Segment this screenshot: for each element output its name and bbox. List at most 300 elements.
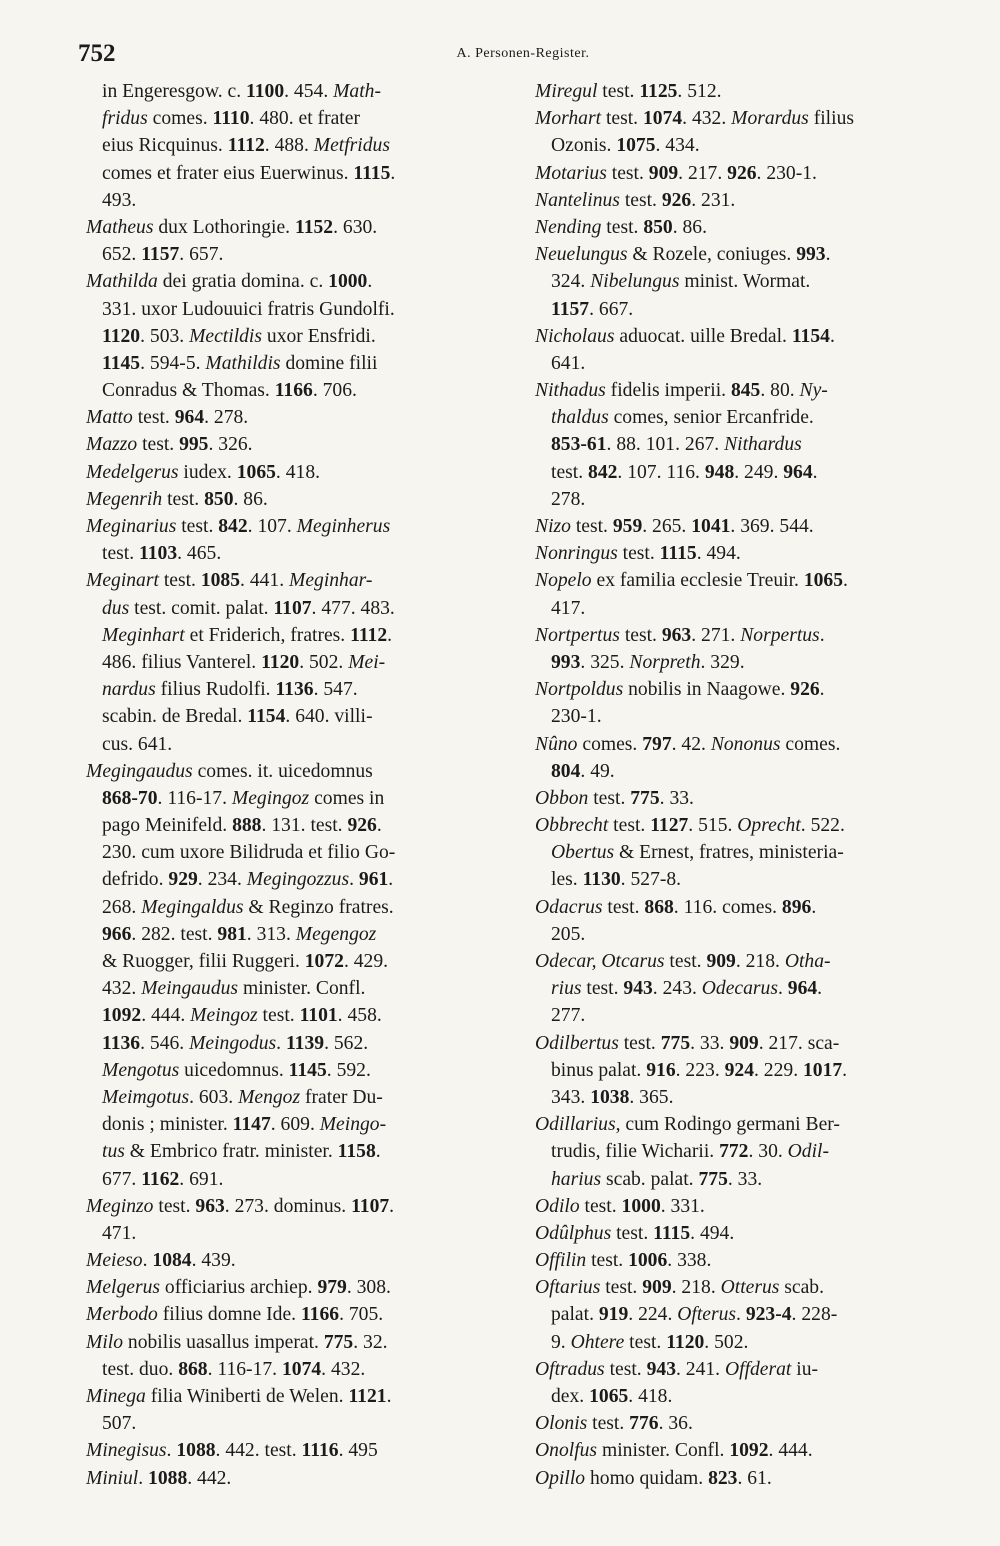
document-number: 1147	[232, 1114, 271, 1136]
document-number: 772	[719, 1141, 749, 1163]
document-number: 963	[195, 1195, 225, 1217]
person-name: Odil-	[787, 1141, 830, 1163]
entry-text: . 465.	[177, 543, 222, 565]
entry-text: & Ernest, fratres, ministeria-	[614, 842, 844, 864]
entry-text: . 228-	[791, 1304, 838, 1326]
index-line	[535, 1220, 959, 1247]
entry-text: comes.	[147, 108, 213, 130]
document-number: 919	[598, 1304, 629, 1326]
document-number: 926	[790, 679, 820, 701]
entry-text: . 705.	[339, 1304, 384, 1326]
index-line	[86, 1383, 510, 1410]
index-line	[86, 132, 510, 159]
entry-text: .	[843, 570, 848, 592]
person-name: Norpertus	[740, 624, 820, 646]
index-line	[535, 1002, 959, 1029]
index-line	[86, 1437, 510, 1464]
entry-text: test.	[601, 108, 643, 130]
document-number: 896	[781, 896, 812, 918]
entry-text: minister. Confl.	[238, 978, 366, 1000]
index-line	[86, 404, 510, 431]
index-line	[86, 296, 510, 323]
entry-text: test.	[617, 543, 660, 565]
entry-text: .	[817, 978, 823, 1000]
document-number: 1145	[102, 352, 141, 374]
entry-text: .	[386, 1386, 392, 1407]
entry-text: .	[811, 896, 817, 918]
entry-text: . 224.	[628, 1304, 678, 1326]
index-line	[535, 948, 959, 975]
person-name: Obbrecht	[535, 815, 609, 837]
entry-text: . 42.	[671, 733, 711, 755]
right-column	[535, 78, 959, 1492]
index-line	[535, 1410, 959, 1437]
index-line	[86, 540, 510, 567]
entry-text: filius Rudolfi.	[155, 679, 276, 701]
entry-text: pago Meinifeld.	[102, 815, 233, 837]
index-line	[535, 1084, 959, 1111]
index-line	[86, 839, 510, 866]
entry-text: test.	[608, 815, 651, 837]
person-name: Nûno	[535, 733, 578, 755]
entry-text: . 229.	[754, 1059, 803, 1081]
document-number: 943	[623, 978, 653, 1000]
person-name: Offilin	[535, 1250, 587, 1272]
entry-text: test.	[153, 1195, 196, 1217]
index-line	[86, 513, 510, 540]
entry-text: . 494.	[696, 543, 741, 565]
entry-text: . 667.	[589, 298, 634, 320]
document-number: 1092	[102, 1005, 142, 1027]
person-name: Milo	[86, 1331, 124, 1353]
document-number: 1092	[729, 1440, 769, 1462]
index-line	[86, 1057, 510, 1084]
entry-text: binus palat.	[551, 1059, 647, 1081]
person-name: Megenrih	[86, 488, 163, 510]
entry-text: 641.	[551, 352, 586, 374]
index-line	[535, 1356, 959, 1383]
entry-text: .	[819, 624, 825, 646]
document-number: 993	[796, 244, 826, 266]
entry-text: test.	[606, 162, 649, 184]
entry-text: 493.	[102, 189, 137, 211]
entry-text: . 547.	[313, 679, 358, 701]
person-name: Nithadus	[535, 380, 606, 402]
person-name: harius	[551, 1168, 602, 1190]
entry-text: aduocat. uille Bredal.	[614, 325, 792, 347]
document-number: 1162	[141, 1168, 180, 1190]
index-line	[86, 758, 510, 785]
index-line	[86, 1138, 510, 1165]
entry-text: domine filii	[280, 352, 378, 374]
entry-text: . 282. test.	[131, 923, 218, 945]
entry-text: . 477. 483.	[311, 597, 395, 619]
index-line	[86, 975, 510, 1002]
entry-text: comes.	[577, 733, 643, 755]
index-line	[535, 622, 959, 649]
index-line	[86, 595, 510, 622]
person-name: dus	[102, 597, 130, 619]
entry-text: . 592.	[326, 1059, 371, 1081]
entry-text: . 33.	[727, 1168, 763, 1190]
index-line	[535, 486, 959, 513]
entry-text: . 231.	[691, 189, 736, 211]
document-number: 943	[646, 1358, 676, 1380]
document-number: 845	[730, 380, 761, 402]
person-name: Meginart	[86, 570, 159, 592]
entry-text: 324.	[551, 271, 591, 293]
person-name: Morhart	[535, 108, 602, 130]
person-name: Nonringus	[535, 543, 618, 565]
person-name: Olonis	[535, 1413, 588, 1435]
document-number: 1116	[301, 1440, 339, 1462]
person-name: Odillarius	[535, 1114, 616, 1136]
document-number: 1110	[212, 108, 250, 130]
entry-text: . 439.	[191, 1250, 236, 1272]
entry-text: .	[389, 1195, 395, 1217]
entry-text: test.	[664, 951, 707, 972]
entry-text: . 33.	[659, 787, 694, 809]
entry-text: . 116-17.	[207, 1358, 282, 1380]
entry-text: test.	[551, 461, 589, 483]
index-line	[86, 1166, 510, 1193]
entry-text: Ozonis.	[551, 135, 617, 157]
entry-text: test.	[604, 1358, 647, 1380]
person-name: Mazzo	[86, 434, 138, 456]
entry-text: . 503.	[140, 325, 190, 347]
document-number: 842	[588, 461, 618, 483]
index-line	[86, 1410, 510, 1437]
document-number: 959	[612, 516, 643, 537]
index-line	[535, 1138, 959, 1165]
person-name: Nortpertus	[535, 624, 620, 646]
entry-text: . 273. dominus.	[224, 1195, 352, 1217]
entry-text: . 562.	[324, 1032, 369, 1054]
document-number: 776	[629, 1413, 659, 1435]
index-line	[535, 241, 959, 268]
entry-text: . 86.	[233, 488, 268, 510]
document-number: 1085	[200, 570, 241, 592]
index-line	[535, 812, 959, 839]
entry-text: . 32.	[353, 1331, 388, 1353]
entry-text: . 454.	[284, 81, 334, 102]
index-line	[535, 1030, 959, 1057]
entry-text: uxor Ensfridi.	[262, 325, 376, 347]
document-number: 1074	[642, 108, 683, 130]
index-line	[86, 214, 510, 241]
entry-text: . 691.	[179, 1168, 224, 1190]
person-name: Mathildis	[205, 352, 281, 374]
index-line	[86, 459, 510, 486]
entry-text: test.	[176, 516, 219, 537]
person-name: Oprecht	[737, 815, 801, 837]
person-name: Meginarius	[86, 516, 177, 537]
entry-text: 677.	[102, 1168, 142, 1190]
entry-text: .	[842, 1059, 848, 1081]
entry-text: . 442. test.	[215, 1440, 302, 1462]
index-line	[86, 1274, 510, 1301]
entry-text: . 512.	[677, 81, 722, 102]
index-line	[535, 540, 959, 567]
entry-text: . 338.	[667, 1250, 712, 1272]
entry-text: 343.	[551, 1086, 591, 1108]
entry-text: . 434.	[655, 135, 700, 157]
document-number: 1065	[236, 461, 276, 483]
document-number: 842	[218, 516, 248, 537]
index-line	[535, 1057, 959, 1084]
person-name: Nononus	[710, 733, 781, 755]
index-line	[86, 431, 510, 458]
entry-text: les.	[551, 869, 583, 891]
index-line	[535, 377, 959, 404]
index-line	[535, 404, 959, 431]
person-name: tus	[102, 1141, 125, 1163]
page-header	[78, 40, 968, 70]
person-name: Odilo	[535, 1195, 580, 1217]
index-line	[86, 812, 510, 839]
index-line	[535, 214, 959, 241]
index-line	[535, 1465, 959, 1492]
entry-text: . 33.	[690, 1032, 730, 1054]
person-name: Miregul	[535, 81, 598, 102]
index-line	[535, 296, 959, 323]
entry-text: . 271.	[691, 624, 741, 646]
index-line	[86, 1193, 510, 1220]
entry-text: comes in	[309, 787, 385, 809]
document-number: 1166	[274, 380, 313, 402]
document-number: 775	[323, 1331, 354, 1353]
entry-text: in Engeresgow. c.	[102, 81, 247, 102]
person-name: Opillo	[535, 1467, 586, 1489]
entry-text: homo quidam.	[585, 1467, 709, 1489]
person-name: Miniul	[86, 1467, 139, 1489]
entry-text: 432.	[102, 978, 142, 1000]
entry-text: .	[388, 869, 394, 891]
entry-text: . 223.	[675, 1059, 725, 1081]
entry-text: . 640. villi-	[285, 706, 373, 728]
document-number: 1115	[653, 1222, 691, 1244]
person-name: Nortpoldus	[535, 679, 624, 701]
person-name: fridus	[102, 108, 148, 130]
entry-text: eius Ricquinus.	[102, 135, 228, 157]
document-number: 1112	[350, 624, 388, 646]
entry-text: . 546.	[140, 1032, 190, 1054]
index-line	[86, 78, 510, 105]
index-line	[535, 431, 959, 458]
entry-text: .	[138, 1467, 149, 1489]
document-number: 909	[642, 1277, 672, 1299]
entry-text: . 630.	[333, 216, 378, 238]
document-number: 1084	[152, 1250, 192, 1272]
document-number: 1017	[802, 1059, 843, 1081]
entry-text: donis ; minister.	[102, 1114, 233, 1136]
person-name: Medelgerus	[86, 461, 179, 483]
document-number: 1000	[328, 271, 368, 293]
person-name: Nending	[535, 216, 602, 238]
entry-text: . 603.	[189, 1086, 239, 1108]
entry-text: comes, senior Ercanfride.	[608, 407, 814, 429]
document-number: 1130	[582, 869, 621, 891]
entry-text: filius domne Ide.	[157, 1304, 301, 1326]
person-name: Matto	[86, 407, 133, 429]
entry-text: . 30.	[748, 1141, 788, 1163]
document-number: 1152	[294, 216, 334, 238]
person-name: Odecarus	[701, 978, 778, 1000]
index-line	[86, 676, 510, 703]
document-number: 1088	[176, 1440, 216, 1462]
entry-text: ex familia ecclesie Treuir.	[591, 570, 804, 592]
index-line	[86, 622, 510, 649]
entry-text: 230-1.	[551, 706, 602, 728]
index-line	[86, 703, 510, 730]
index-line	[86, 1220, 510, 1247]
document-number: 1145	[288, 1059, 327, 1081]
entry-text: frater Du-	[300, 1086, 383, 1108]
person-name: nardus	[102, 679, 156, 701]
entry-text: .	[376, 815, 382, 837]
person-name: Otha-	[784, 951, 831, 972]
index-line	[86, 894, 510, 921]
entry-text: .	[142, 1250, 153, 1272]
person-name: Ny-	[799, 380, 828, 402]
entry-text: . 432.	[682, 108, 732, 130]
person-name: Mathilda	[86, 271, 158, 293]
index-line	[86, 1002, 510, 1029]
document-number: 1038	[590, 1086, 630, 1108]
entry-text: test.	[624, 1331, 667, 1353]
document-number: 979	[317, 1277, 347, 1299]
index-line	[86, 486, 510, 513]
person-name: Meginhart	[102, 624, 185, 646]
person-name: Meieso	[86, 1250, 143, 1272]
document-number: 868-70	[102, 787, 158, 809]
index-line	[86, 1356, 510, 1383]
entry-text: . 444.	[141, 1005, 191, 1027]
entry-text: test.	[586, 1250, 629, 1272]
entry-text: trudis, filie Wicharii.	[551, 1141, 720, 1163]
entry-text: test.	[257, 1005, 300, 1027]
document-number: 775	[660, 1032, 691, 1054]
document-number: 1041	[691, 516, 731, 537]
document-number: 961	[358, 869, 389, 891]
index-line	[86, 785, 510, 812]
entry-text: test.	[600, 1277, 643, 1299]
index-line	[535, 1274, 959, 1301]
entry-text: . 313.	[246, 923, 296, 945]
entry-text: . 325.	[580, 651, 630, 673]
entry-text: uicedomnus.	[179, 1059, 289, 1081]
document-number: 964	[783, 461, 813, 483]
entry-text: test.	[597, 81, 640, 102]
entry-text: . 369. 544.	[730, 516, 814, 537]
entry-text: scabin. de Bredal.	[102, 706, 248, 728]
document-number: 868	[644, 896, 674, 918]
person-name: Offderat	[724, 1358, 792, 1380]
document-number: 853-61	[551, 434, 607, 456]
person-name: Meginhar-	[289, 570, 373, 592]
document-number: 924	[724, 1059, 754, 1081]
document-number: 804	[551, 760, 581, 782]
entry-text: test.	[137, 434, 180, 456]
entry-text: comes.	[780, 733, 841, 755]
index-line	[86, 731, 510, 758]
index-line	[535, 1383, 959, 1410]
index-line	[86, 1465, 510, 1492]
document-number: 1065	[589, 1386, 629, 1407]
entry-text: test.	[602, 896, 645, 918]
document-number: 1088	[148, 1467, 188, 1489]
entry-text: test.	[588, 787, 631, 809]
entry-text: 9.	[551, 1331, 571, 1353]
entry-text: . 432.	[321, 1358, 366, 1380]
document-number: 923-4	[745, 1304, 792, 1326]
person-name: rius	[551, 978, 582, 1000]
entry-text: . 234.	[197, 869, 247, 891]
entry-text: . 502.	[299, 651, 349, 673]
person-name: Morardus	[731, 108, 809, 130]
entry-text: minist. Wormat.	[679, 271, 811, 293]
index-line	[535, 975, 959, 1002]
person-name: Minega	[86, 1386, 146, 1407]
entry-text: comes et frater eius Euerwinus.	[102, 162, 354, 184]
entry-text: filia Winiberti de Welen.	[145, 1386, 349, 1407]
document-number: 1136	[275, 679, 314, 701]
index-line	[86, 1030, 510, 1057]
entry-text: 331. uxor Ludouuici fratris Gundolfi.	[102, 298, 395, 320]
entry-text: . 494.	[690, 1222, 735, 1244]
document-number: 926	[727, 162, 757, 184]
document-number: 1121	[348, 1386, 387, 1407]
person-name: Oftarius	[535, 1277, 601, 1299]
document-number: 1112	[227, 135, 265, 157]
person-name: Megingaudus	[86, 760, 193, 782]
entry-text: test.	[618, 1032, 661, 1054]
index-line	[535, 1301, 959, 1328]
entry-text: dex.	[551, 1386, 590, 1407]
entry-text: nobilis in Naagowe.	[623, 679, 791, 701]
document-number: 1000	[621, 1195, 661, 1217]
entry-text: .	[375, 1141, 381, 1163]
person-name: Minegisus	[86, 1440, 167, 1462]
index-line	[535, 921, 959, 948]
entry-text: test.	[158, 570, 201, 592]
person-name: thaldus	[551, 407, 609, 429]
person-name: Meingodus	[189, 1032, 277, 1054]
index-line	[535, 350, 959, 377]
entry-text: . 218.	[735, 951, 785, 972]
document-number: 797	[642, 733, 672, 755]
entry-text: test.	[619, 189, 662, 211]
person-name: Megingoz	[231, 787, 310, 809]
entry-text: scab. palat.	[601, 1168, 699, 1190]
person-name: Nizo	[535, 516, 571, 537]
page-number: 752	[78, 40, 116, 67]
entry-text: comes. it. uicedomnus	[192, 760, 373, 782]
person-name: Meingoz	[190, 1005, 258, 1027]
person-name: Nicholaus	[535, 325, 615, 347]
person-name: Math-	[333, 81, 381, 102]
entry-text: & Embrico fratr. minister.	[124, 1141, 338, 1163]
entry-text: . 331.	[660, 1195, 705, 1217]
entry-text: palat.	[551, 1304, 599, 1326]
entry-text: . 218.	[671, 1277, 721, 1299]
entry-text: .	[390, 162, 396, 184]
person-name: Nantelinus	[535, 189, 620, 211]
entry-text: . 488.	[264, 135, 314, 157]
entry-text: 268.	[102, 896, 142, 918]
index-line	[86, 350, 510, 377]
document-number: 926	[347, 815, 377, 837]
